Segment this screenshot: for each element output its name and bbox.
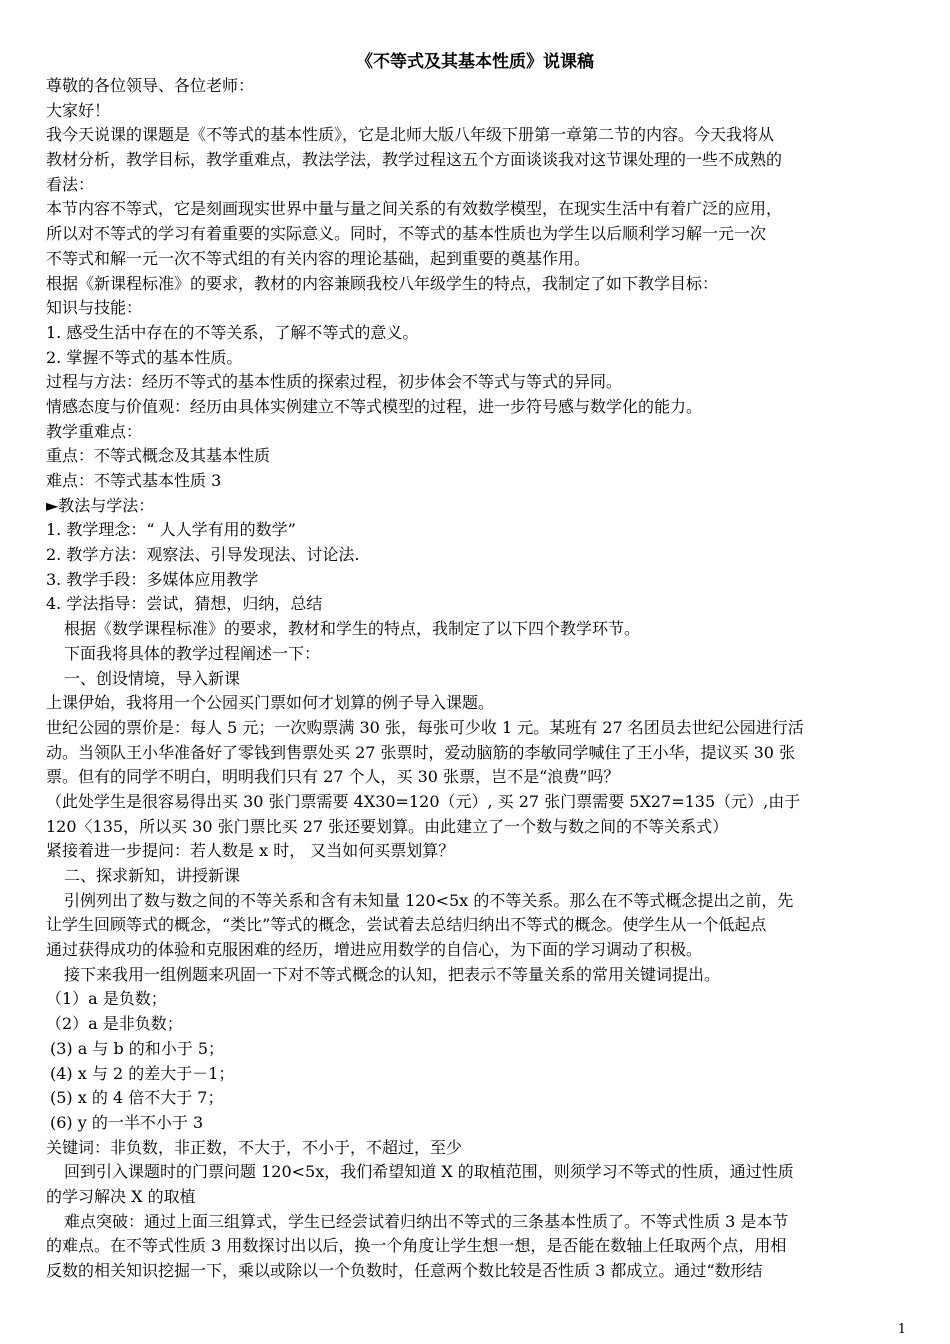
body-line: 动。当领队王小华准备好了零钱到售票处买 27 张票时，爱动脑筋的李敏同学喊住了王小华，提议买 30 张 bbox=[46, 742, 796, 762]
body-line: 120〈135，所以买 30 张门票比买 27 张还要划算。由此建立了一个数与数之间的不等关系式） bbox=[46, 816, 729, 836]
body-line: 上课伊始，我将用一个公园买门票如何才划算的例子导入课题。 bbox=[46, 693, 495, 713]
body-line: 重点：不等式概念及其基本性质 bbox=[46, 446, 271, 466]
body-line: 二、探求新知，讲授新课 bbox=[64, 866, 241, 885]
body-line: 过程与方法：经历不等式的基本性质的探索过程，初步体会不等式与等式的异同。 bbox=[46, 372, 623, 392]
body-line: 教学重难点： bbox=[46, 421, 143, 441]
body-line: ►教法与学法： bbox=[46, 495, 155, 515]
body-line: 反数的相关知识挖掘一下，乘以或除以一个负数时，任意两个数比较是否性质 3 都成立。通过“数形结 bbox=[46, 1261, 763, 1280]
body-line: 一、创设情境，导入新课 bbox=[64, 668, 241, 688]
body-line: （1）a 是负数； bbox=[46, 989, 167, 1009]
body-line: 大家好！ bbox=[46, 100, 111, 120]
body-line: （2）a 是非负数； bbox=[46, 1014, 183, 1034]
body-line: 的难点。在不等式性质 3 用数探讨出以后，换一个角度让学生想一想，是否能在数轴上任取两个点，用相 bbox=[46, 1236, 787, 1256]
document-title: 《不等式及其基本性质》说课稿 bbox=[356, 52, 594, 72]
body-line: 让学生回顾等式的概念，“类比”等式的概念，尝试着去总结归纳出不等式的概念。使学生从一个低起点 bbox=[46, 915, 767, 935]
body-line: 引例列出了数与数之间的不等关系和含有未知量 120<5x 的不等关系。那么在不等式概念提出之前，先 bbox=[64, 890, 794, 910]
body-line: 看法： bbox=[46, 174, 95, 194]
body-line: 不等式和解一元一次不等式组的有关内容的理论基础，起到重要的奠基作用。 bbox=[46, 248, 591, 268]
body-line: (5) x 的 4 倍不大于 7； bbox=[50, 1088, 224, 1108]
body-line: 知识与技能： bbox=[46, 298, 143, 318]
body-line: 所以对不等式的学习有着重要的实际意义。同时，不等式的基本性质也为学生以后顺利学习解一元一次 bbox=[46, 224, 767, 244]
body-line: 难点：不等式基本性质 3 bbox=[46, 471, 222, 490]
body-line: (3) a 与 b 的和小于 5； bbox=[50, 1038, 225, 1058]
body-line: 世纪公园的票价是：每人 5 元；一次购票满 30 张，每张可少收 1 元。某班有 27 名团员去世纪公园进行活 bbox=[46, 717, 804, 737]
document-body bbox=[46, 74, 906, 1284]
body-line: 情感态度与价值观：经历由具体实例建立不等式模型的过程，进一步符号感与数学化的能力。 bbox=[46, 396, 703, 416]
body-line: 本节内容不等式，它是刻画现实世界中量与量之间关系的有效数学模型，在现实生活中有着广泛的应用， bbox=[46, 199, 783, 219]
body-line: (4) x 与 2 的差大于－1； bbox=[50, 1063, 235, 1083]
body-line: (6) y 的一半不小于 3 bbox=[50, 1112, 204, 1132]
body-line: 根据《数学课程标准》的要求，教材和学生的特点，我制定了以下四个教学环节。 bbox=[64, 619, 641, 639]
body-line: 2. 掌握不等式的基本性质。 bbox=[46, 347, 243, 367]
body-line: 回到引入课题时的门票问题 120<5x，我们希望知道 X 的取植范围，则须学习不等式的性质，通过性质 bbox=[64, 1162, 794, 1182]
body-line: 4. 学法指导：尝试，猜想，归纳，总结 bbox=[46, 594, 323, 614]
body-line: 3. 教学手段：多媒体应用教学 bbox=[46, 569, 259, 589]
body-line: 根据《新课程标准》的要求，教材的内容兼顾我校八年级学生的特点，我制定了如下教学目标： bbox=[46, 273, 719, 293]
body-line: 难点突破：通过上面三组算式，学生已经尝试着归纳出不等式的三条基本性质了。不等式性质 3 是本节 bbox=[64, 1211, 789, 1231]
body-line: 关键词：非负数，非正数，不大于，不小于，不超过，至少 bbox=[46, 1137, 463, 1157]
body-line: 下面我将具体的教学过程阐述一下： bbox=[64, 643, 321, 663]
body-line: 2. 教学方法：观察法、引导发现法、讨论法. bbox=[46, 545, 360, 565]
body-line: 尊敬的各位领导、各位老师： bbox=[46, 76, 255, 95]
body-line: 教材分析，教学目标，教学重难点，教法学法，教学过程这五个方面谈谈我对这节课处理的一些不成熟的 bbox=[46, 150, 783, 170]
body-line: 紧接着进一步提问：若人数是 x 时， 又当如何买票划算？ bbox=[46, 841, 455, 861]
body-line: 1. 教学理念：“ 人人学有用的数学” bbox=[46, 520, 296, 540]
page-number: 1 bbox=[897, 1322, 906, 1337]
body-line: 的学习解决 X 的取植 bbox=[46, 1186, 196, 1206]
body-line: （此处学生是很容易得出买 30 张门票需要 4X30=120（元）, 买 27 张门票需要 5X27=135（元）,由于 bbox=[46, 791, 801, 811]
body-line: 通过获得成功的体验和克服困难的经历，增进应用数学的自信心，为下面的学习调动了积极。 bbox=[46, 940, 703, 960]
body-line: 我今天说课的课题是《不等式的基本性质》，它是北师大版八年级下册第一章第二节的内容。今天我将从 bbox=[46, 125, 775, 145]
body-line: 票。但有的同学不明白，明明我们只有 27 个人，买 30 张票，岂不是“浪费”吗？ bbox=[46, 767, 620, 787]
body-line: 接下来我用一组例题来巩固一下对不等式概念的认知，把表示不等量关系的常用关键词提出。 bbox=[64, 964, 721, 984]
body-line: 1. 感受生活中存在的不等关系，了解不等式的意义。 bbox=[46, 322, 419, 342]
